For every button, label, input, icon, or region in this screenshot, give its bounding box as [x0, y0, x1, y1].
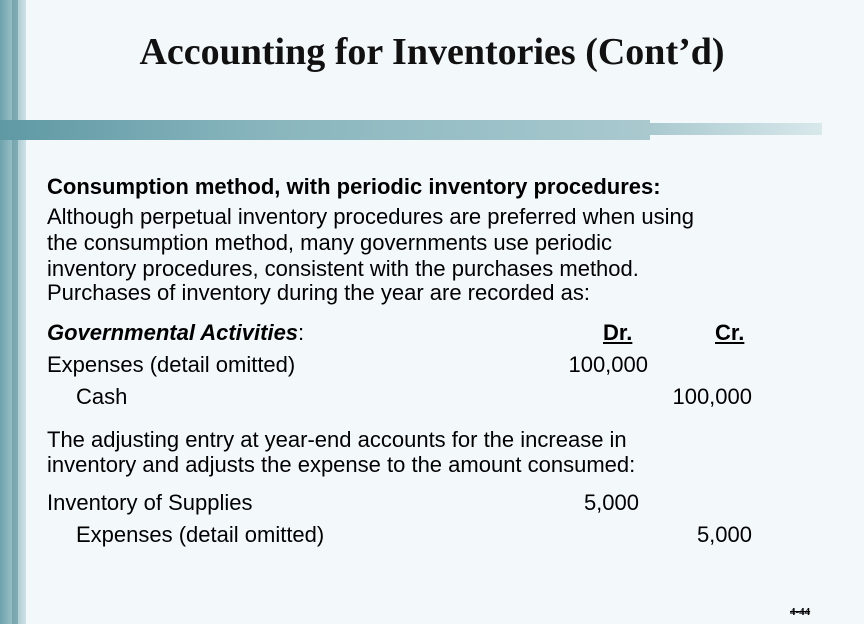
paragraph-line: inventory and adjusts the expense to the amount consumed: — [47, 452, 636, 477]
entry2-credit-account: Expenses (detail omitted) — [76, 522, 325, 547]
entry1-credit-account: Cash — [76, 384, 128, 409]
journal-header — [47, 320, 304, 346]
entry1-debit-amount: 100,000 — [568, 352, 648, 377]
entry2-debit-amount: 5,000 — [583, 490, 639, 515]
title-underline-fade — [650, 123, 822, 135]
title-underline-bar — [0, 120, 650, 140]
journal-label: Governmental Activities — [47, 320, 299, 345]
entry2-credit-amount: 5,000 — [696, 522, 752, 547]
section-heading: Consumption method, with periodic inventory procedures: — [47, 174, 661, 199]
entry1-debit-account: Expenses (detail omitted) — [47, 352, 296, 377]
page-number: 4-44 — [790, 606, 811, 618]
paragraph-line: The adjusting entry at year-end accounts for the increase in — [47, 427, 627, 452]
slide-title: Accounting for Inventories (Cont’d) — [139, 31, 725, 73]
left-accent-stripe — [12, 0, 18, 624]
paragraph-line: the consumption method, many governments use periodic — [47, 230, 612, 255]
paragraph-line: inventory procedures, consistent with the purchases method. — [47, 256, 639, 281]
paragraph-line: Purchases of inventory during the year are recorded as: — [47, 280, 590, 305]
entry2-debit-account: Inventory of Supplies — [47, 490, 253, 515]
journal-label-colon: : — [298, 320, 305, 345]
paragraph-line: Although perpetual inventory procedures are preferred when using — [47, 204, 694, 229]
credit-column-header: Cr. — [715, 320, 745, 345]
debit-column-header: Dr. — [603, 320, 633, 345]
entry1-credit-amount: 100,000 — [672, 384, 752, 409]
